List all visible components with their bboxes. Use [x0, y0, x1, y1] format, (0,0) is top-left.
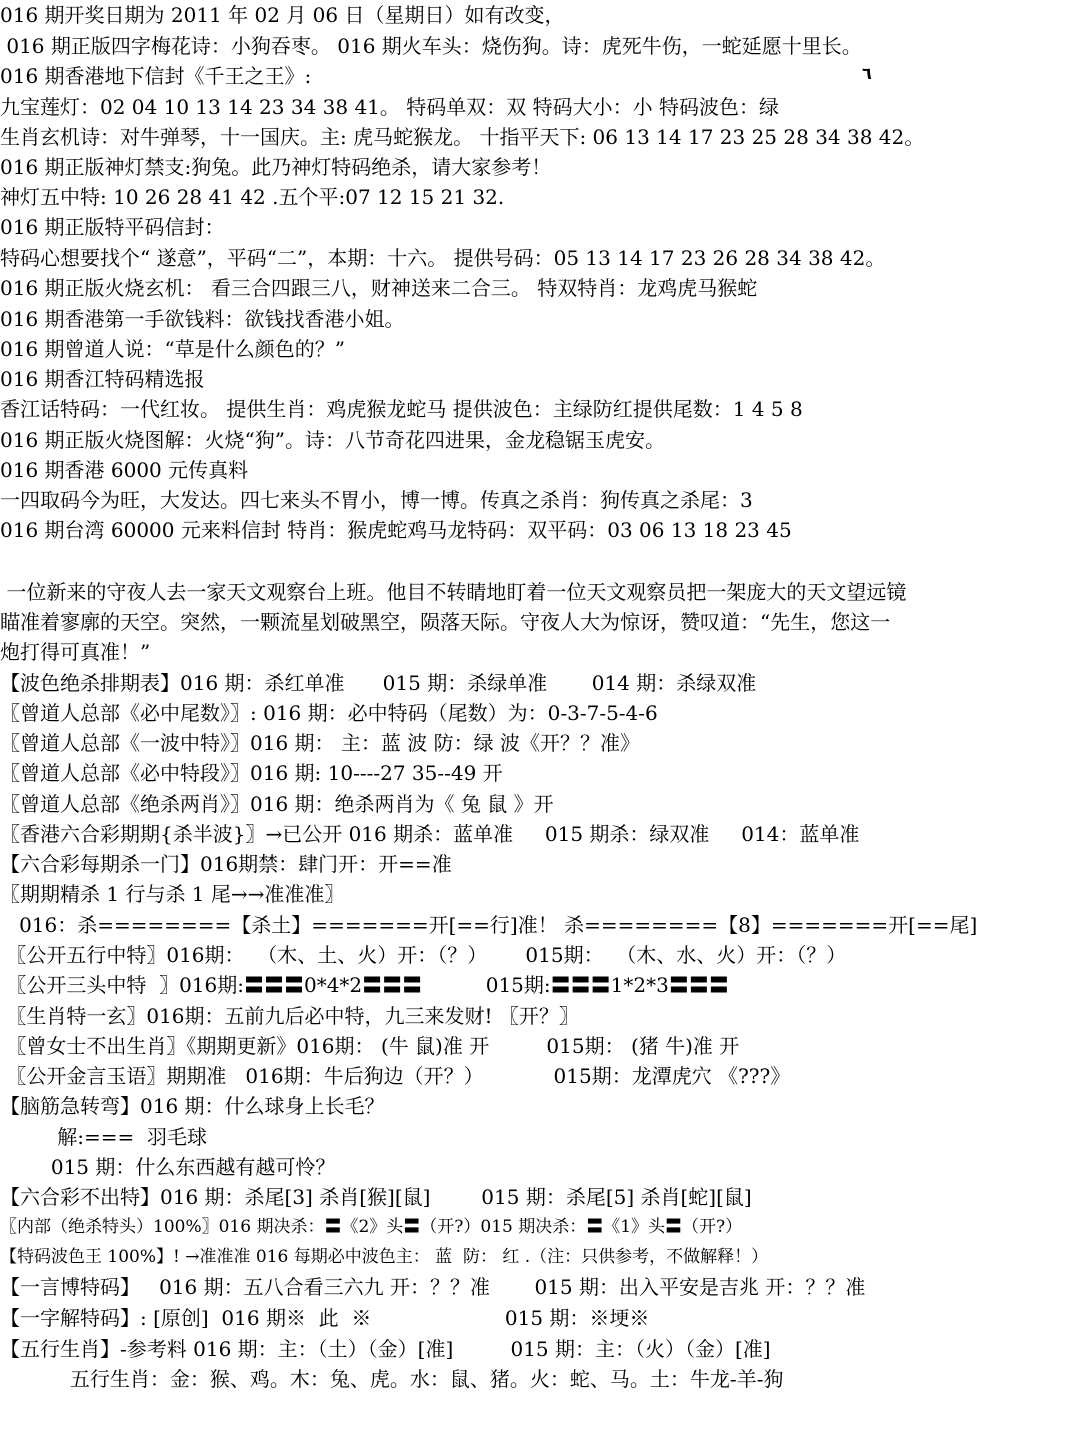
record-line: 016：杀========【杀土】=======开[==行]准！ 杀========【8】=======开[==尾] — [0, 913, 978, 937]
text-line: 016 期正版神灯禁支:狗兔。此乃神灯特码绝杀，请大家参考！ — [0, 155, 552, 179]
record-line: 〖公开三头中特 〗016期:〓〓〓0*4*2〓〓〓 015期:〓〓〓1*2*3〓〓〓 — [0, 973, 729, 997]
record-line: 〖曾道人总部《必中特段》〗016 期: 10----27 35--49 开 — [0, 761, 503, 785]
record-line: 〖公开金言玉语〗期期准 016期：牛后狗边（开？） 015期：龙潭虎穴 《???》 — [0, 1064, 791, 1088]
record-line: 〖曾道人总部《必中尾数》〗: 016 期：必中特码（尾数）为：0-3-7-5-4-6 — [0, 701, 658, 725]
record-line: 【五行生肖】-参考料 016 期：主：（土）（金）[准] 015 期：主：（火）（金）[准] — [0, 1337, 771, 1361]
text-line: 016 期正版四字梅花诗：小狗吞枣。 016 期火车头：烧伤狗。诗：虎死牛伤，一蛇延愿十里长。 — [0, 34, 862, 58]
record-line: 〖期期精杀 1 行与杀 1 尾→→准准准〗 — [0, 882, 345, 906]
record-line: 五行生肖：金：猴、鸡。木：兔、虎。水：鼠、猪。火：蛇、马。土：牛龙-羊-狗 — [0, 1367, 784, 1391]
story-line: 一位新来的守夜人去一家天文观察台上班。他目不转睛地盯着一位天文观察员把一架庞大的天文望远镜 — [0, 580, 907, 604]
record-line: 【一言博特码】 016 期：五八合看三六九 开：？？准 015 期：出入平安是吉兆 开：？？准 — [0, 1275, 866, 1299]
story-line: 瞄准着寥廓的天空。突然，一颗流星划破黑空，陨落天际。守夜人大为惊讶，赞叹道：“先生，您这一 — [0, 610, 891, 634]
record-line: 【六合彩每期杀一门】016期禁：肆门开：开==准 — [0, 852, 452, 876]
text-line: 016 期香港第一手欲钱料：欲钱找香港小姐。 — [0, 307, 405, 331]
record-line: 〖生肖特一玄〗016期：五前九后必中特，九三来发财! 〖开？〗 — [0, 1004, 579, 1028]
text-line: 特码心想要找个“ 遂意”，平码“二”，本期：十六。 提供号码：05 13 14 17 23 26 28 34 38 42。 — [0, 246, 886, 270]
record-line: 〖公开五行中特〗016期： （木、土、火）开：（？） 015期： （木、水、火）开：（？） — [0, 943, 847, 967]
text-line: 016 期开奖日期为 2011 年 02 月 06 日（星期日）如有改变， — [0, 3, 565, 27]
text-line: 香江话特码：一代红妆。 提供生肖：鸡虎猴龙蛇马 提供波色：主绿防红提供尾数：1 4 5 8 — [0, 397, 803, 421]
text-line: 生肖玄机诗：对牛弹琴，十一国庆。主: 虎马蛇猴龙。 十指平天下: 06 13 14 17 23 25 28 34 38 42。 — [0, 125, 925, 149]
text-line: 016 期正版火烧图解：火烧“狗”。诗：八节奇花四进果，金龙稳锯玉虎安。 — [0, 428, 665, 452]
record-line: 【脑筋急转弯】016 期：什么球身上长毛？ — [0, 1094, 385, 1118]
text-line: 016 期正版火烧玄机： 看三合四跟三八，财神送来二合三。 特双特肖：龙鸡虎马猴蛇 — [0, 276, 758, 300]
record-line: 〖曾道人总部《一波中特》〗016 期： 主：蓝 波 防：绿 波《开？？准》 — [0, 731, 640, 755]
record-line: 【特码波色王 100%】! →准准准 016 每期必中波色主： 蓝 防： 红 .（注：只供参考，不做解释！） — [0, 1247, 769, 1267]
ad-line — [0, 543, 1066, 573]
text-line: 016 期台湾 60000 元来料信封 特肖：猴虎蛇鸡马龙特码：双平码：03 06 13 18 23 45 — [0, 518, 792, 542]
record-line: 〖曾女士不出生肖〗《期期更新》016期： (牛 鼠)准 开 015期： (猪 牛)准 开 — [0, 1034, 740, 1058]
record-line: 解:=== 羽毛球 — [0, 1125, 207, 1149]
record-line: 015 期：什么东西越有越可怜？ — [0, 1155, 336, 1179]
text-line: 九宝莲灯：02 04 10 13 14 23 34 38 41。 特码单双：双 特码大小：小 特码波色：绿 — [0, 95, 779, 119]
text-line: 一四取码今为旺，大发达。四七来头不胃小，博一博。传真之杀肖：狗传真之杀尾：3 — [0, 488, 753, 512]
story-line: 炮打得可真准！” — [0, 640, 151, 664]
text-line: 016 期香港 6000 元传真料 — [0, 458, 249, 482]
text-line: 016 期香港地下信封《千王之王》: — [0, 64, 312, 88]
record-line: 【六合彩不出特】016 期：杀尾[3] 杀肖[猴][鼠] 015 期：杀尾[5] 杀肖[蛇][鼠] — [0, 1185, 752, 1209]
record-line: 〖曾道人总部《绝杀两肖》〗016 期：绝杀两肖为《 兔 鼠 》开 — [0, 792, 554, 816]
record-line: 【一字解特码】: [原创] 016 期※ 此 ※ 015 期：※埂※ — [0, 1306, 650, 1330]
record-line: 〖香港六合彩期期{杀半波}〗→已公开 016 期杀：蓝单准 015 期杀：绿双准 014：蓝单准 — [0, 822, 860, 846]
text-line: 016 期正版特平码信封： — [0, 215, 225, 239]
stray-mark: ٦ — [862, 64, 872, 83]
text-line: 016 期香江特码精选报 — [0, 367, 205, 391]
record-line: 〖内部（绝杀特头）100%〗016 期决杀：〓《2》头〓（开?）015 期决杀：〓《1》头〓（开?） — [0, 1217, 743, 1237]
text-line: 神灯五中特: 10 26 28 41 42 .五个平:07 12 15 21 32. — [0, 185, 505, 209]
text-line: 016 期曾道人说：“草是什么颜色的？” — [0, 337, 345, 361]
record-line: 【波色绝杀排期表】016 期：杀红单准 015 期：杀绿单准 014 期：杀绿双准 — [0, 671, 757, 695]
